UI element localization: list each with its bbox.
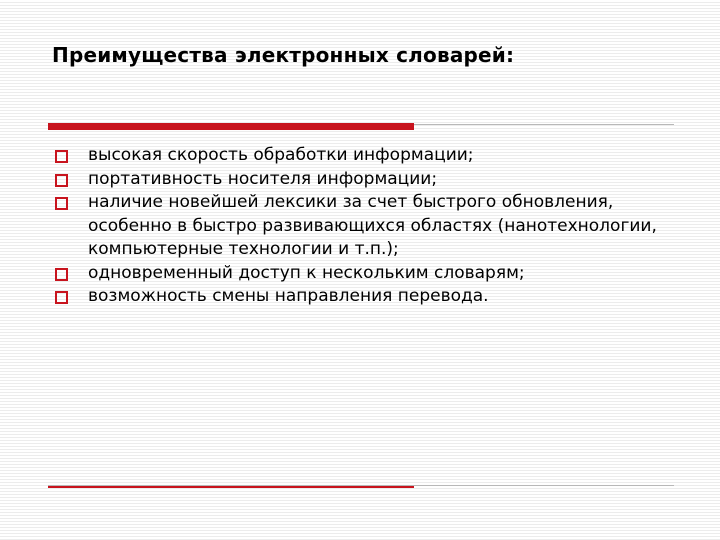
list-item-text: возможность смены направления перевода. [88,286,489,306]
list-item-text: наличие новейшей лексики за счет быстрого обновления, особенно в быстро развивающихся областях (нанотехнологии, компьютерные технологии и т.п.); [88,192,657,259]
list-item [55,168,685,192]
top-accent-bar [48,123,414,130]
list-item-text: портативность носителя информации; [88,168,438,189]
bottom-accent-bar [48,486,414,488]
hollow-square-bullet-icon [55,197,68,210]
list-item-text: высокая скорость обработки информации; [88,145,474,165]
list-item [55,285,685,309]
slide-title: Преимущества электронных словарей: [52,43,515,67]
list-item-text: одновременный доступ к нескольким словарям; [88,262,525,283]
hollow-square-bullet-icon [55,268,68,281]
list-item [55,262,685,286]
hollow-square-bullet-icon [55,291,68,304]
list-item [55,191,685,262]
hollow-square-bullet-icon [55,150,68,163]
list-item [55,144,685,168]
hollow-square-bullet-icon [55,174,68,187]
advantages-list [55,144,685,309]
